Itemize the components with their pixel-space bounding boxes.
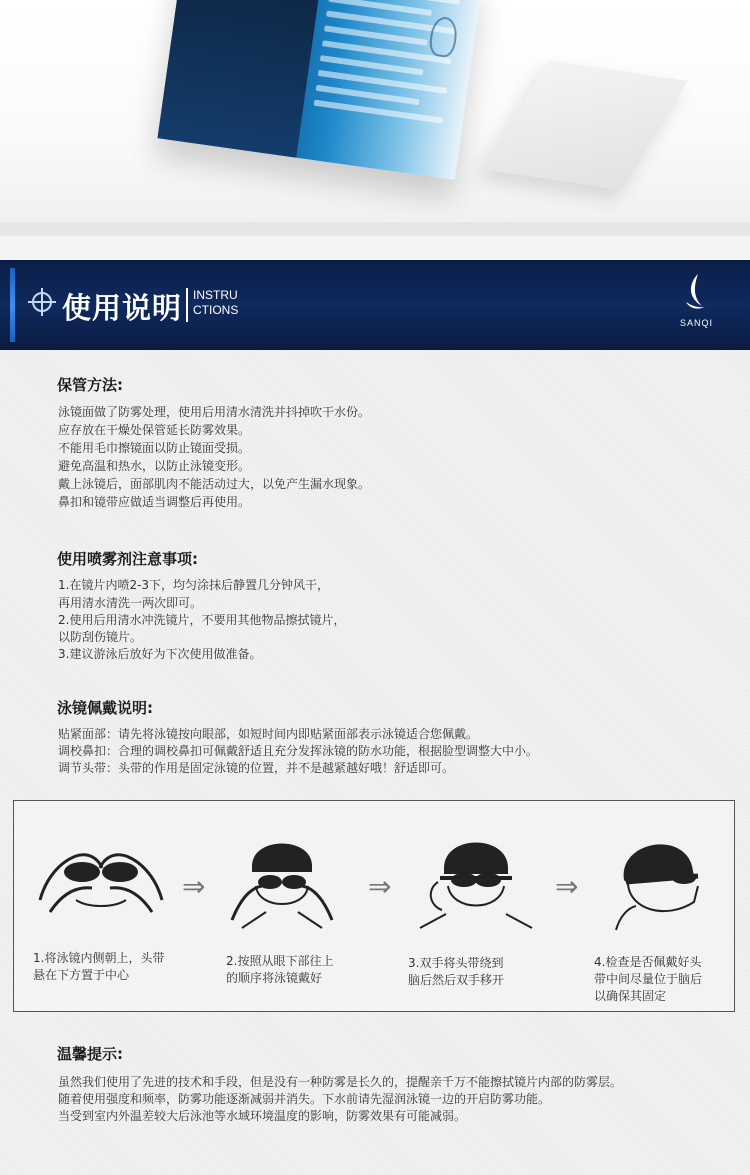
wing-logo-icon <box>684 272 706 312</box>
spray-line: 以防刮伤镜片。 <box>58 630 143 644</box>
storage-line: 泳镜面做了防雾处理，使用后用清水清洗并抖掉吹干水份。 <box>58 405 371 419</box>
tips-line: 虽然我们使用了先进的技术和手段，但是没有一种防雾是长久的，提醒亲千万不能擦拭镜片内部的防雾层。 <box>58 1075 623 1089</box>
instructions-banner <box>0 260 750 350</box>
wearing-line: 调节头带：头带的作用是固定泳镜的位置，并不是越紧越好哦！舒适即可。 <box>58 761 455 775</box>
section-title-spray: 使用喷雾剂注意事项: <box>57 550 198 568</box>
storage-line: 戴上泳镜后，面部肌肉不能活动过大，以免产生漏水现象。 <box>58 477 371 491</box>
storage-line: 不能用毛巾擦镜面以防止镜面受损。 <box>58 441 251 455</box>
brand-name: SANQI <box>680 318 714 328</box>
storage-line: 鼻扣和镜带应做适当调整后再使用。 <box>58 495 251 509</box>
spray-line: 2.使用后用清水冲洗镜片，不要用其他物品擦拭镜片， <box>58 613 346 627</box>
goggle-package-box <box>158 0 483 180</box>
section-title-wearing: 泳镜佩戴说明: <box>57 699 153 717</box>
step-caption-2: 2.按照从眼下部往上 的顺序将泳镜戴好 <box>226 954 334 985</box>
wearing-line: 调校鼻扣：合理的调校鼻扣可佩戴舒适且充分发挥泳镜的防水功能，根据脸型调整大中小。 <box>58 744 539 758</box>
step-caption-1: 1.将泳镜内侧朝上，头带 悬在下方置于中心 <box>33 951 165 982</box>
crosshair-icon <box>32 292 52 312</box>
spray-line: 1.在镜片内喷2-3下，均匀涂抹后静置几分钟风干， <box>58 578 330 592</box>
banner-title: 使用说明 <box>62 291 183 325</box>
product-box-photo <box>0 0 750 222</box>
section-title-tips: 温馨提示: <box>57 1045 123 1063</box>
banner-accent-bar <box>10 268 15 342</box>
section-divider <box>0 222 750 260</box>
double-chevron-arrow-icon: ⇒ <box>368 870 392 903</box>
step-caption-4: 4.检查是否佩戴好头 带中间尽量位于脑后 以确保其固定 <box>594 955 703 1003</box>
step2-head-goggles-figure <box>222 820 342 932</box>
spray-line: 3.建议游泳后放好为下次使用做准备。 <box>58 647 262 661</box>
box-flap <box>483 60 688 190</box>
section-title-storage: 保管方法: <box>57 376 123 394</box>
tips-line: 随着使用强度和频率，防雾功能逐渐减弱并消失。下水前请先湿润泳镜一边的开启防雾功能。 <box>58 1092 551 1106</box>
double-chevron-arrow-icon: ⇒ <box>555 870 579 903</box>
wearing-line: 贴紧面部：请先将泳镜按向眼部，如短时间内即贴紧面部表示泳镜适合您佩戴。 <box>58 727 479 741</box>
step1-hands-goggles-figure <box>36 842 166 922</box>
storage-line: 应存放在干燥处保管延长防雾效果。 <box>58 423 251 437</box>
step4-side-view-figure <box>606 820 716 932</box>
tips-line: 当受到室内外温差较大后泳池等水域环境温度的影响，防雾效果有可能减弱。 <box>58 1109 467 1123</box>
storage-line: 避免高温和热水，以防止泳镜变形。 <box>58 459 251 473</box>
banner-english-title: INSTRU CTIONS <box>193 288 239 317</box>
spray-line: 再用清水清洗一两次即可。 <box>58 596 203 610</box>
double-chevron-arrow-icon: ⇒ <box>182 870 206 903</box>
step-caption-3: 3.双手将头带绕到 脑后然后双手移开 <box>408 956 505 987</box>
step3-strap-behind-head-figure <box>416 820 536 932</box>
